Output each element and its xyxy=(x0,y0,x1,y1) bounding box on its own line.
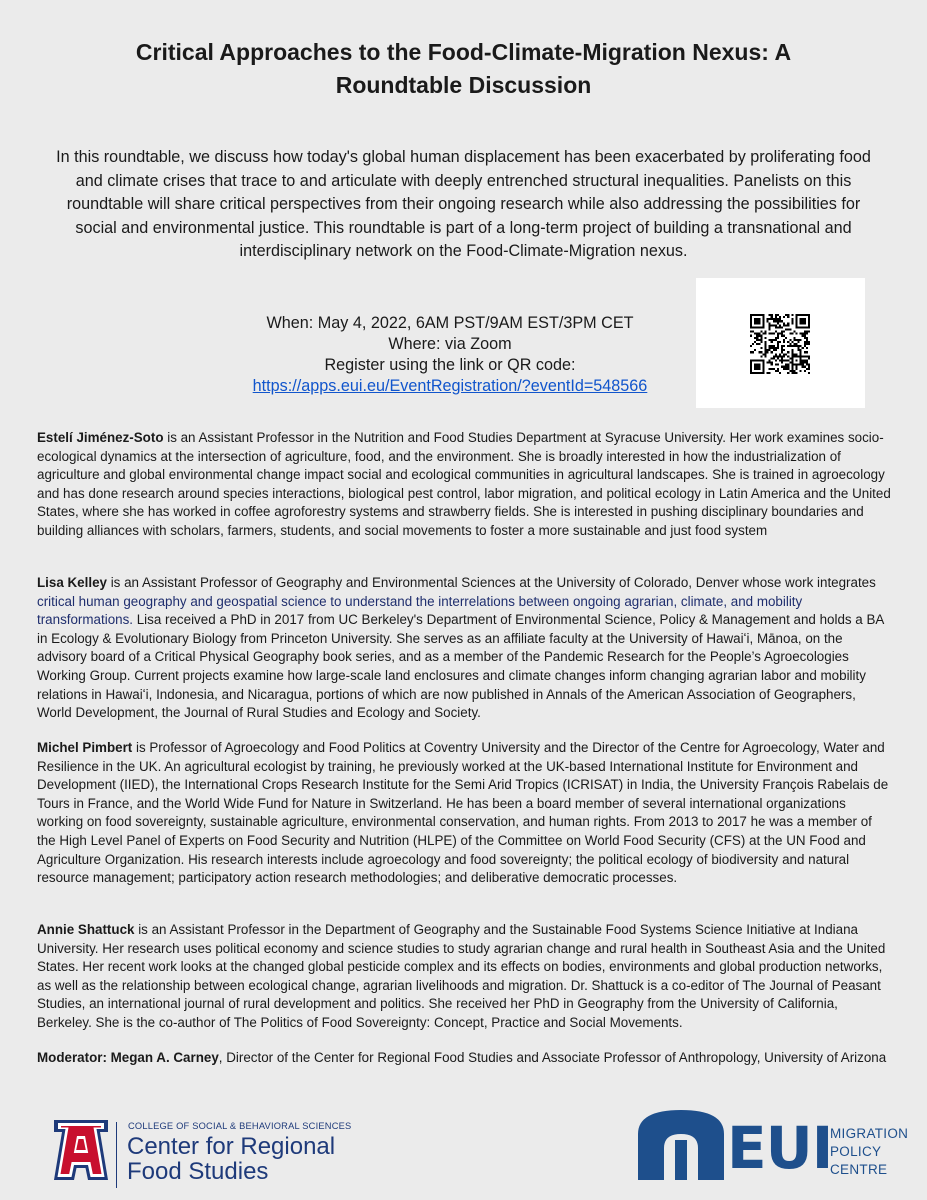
ua-center-logo xyxy=(52,1118,382,1190)
eui-wordmark: EUI xyxy=(727,1114,833,1182)
eui-migration-policy-centre-logo xyxy=(638,1108,909,1188)
bio-kelley xyxy=(37,574,892,723)
bio-text: is Professor of Agroecology and Food Politics at Coventry University and the Director of the Centre for Agroecology, Water and Resilience in the UK. An agricultural ecologist by training, he previously worked at the UK-based International Institute for Environment and Development (IIED), the International Crops Research Institute for the Semi Arid Tropics (ICRISAT) in India, the University François Rabelais de Tours in France, and the World Wide Fund for Nature in Switzerland. He has been a board member of several international organizations working on food sovereignty, sustainable agriculture, environmental conservation, and human rights. From 2013 to 2017 he was a member of the High Level Panel of Experts on Food Security and Nutrition (HLPE) of the Committee on World Food Security (CFS) at the UN Food and Agriculture Organization. His research interests include agroecology and food sovereignty; the political ecology of biodiversity and natural resource management; participatory action research methodologies; and deliberative democratic processes. xyxy=(37,740,889,886)
event-where: Where: via Zoom xyxy=(388,335,512,353)
bio-name: Michel Pimbert xyxy=(37,740,133,755)
mpc-line-3: CENTRE xyxy=(830,1162,888,1177)
bio-pimbert xyxy=(37,739,892,888)
bio-text: Lisa received a PhD in 2017 from UC Berkeley's Department of Environmental Science, Policy & Management and holds a BA in Ecology & Evolutionary Biology from Princeton University. She serves as an affiliate faculty at the University of Hawaiʻi, Mānoa, on the advisory board of a Critical Physical Geography book series, and as a member of the Pandemic Research for the People’s Agroecologies Working Group. Current projects examine how large-scale land enclosures and climate changes inform changing agrarian labor and mobility relations in Hawaiʻi, Indonesia, and Nicaragua, portions of which are now published in Annals of the American Association of Geographers, World Development, the Journal of Rural Studies and Ecology and Society. xyxy=(37,612,884,721)
bio-shattuck xyxy=(37,921,892,1033)
title-line-2: Roundtable Discussion xyxy=(335,72,592,98)
qr-code-icon xyxy=(750,314,810,374)
eui-building-icon xyxy=(638,1108,724,1180)
intro-paragraph: In this roundtable, we discuss how today's global human displacement has been exacerbated by proliferating food and climate crises that trace to and articulate with deeply entrenched structural inequalities. Panelists on this roundtable will share critical perspectives from their ongoing research while also addressing the possibilities for social and environmental justice. This roundtable is part of a long-term project of building a transnational and interdisciplinary network on the Food-Climate-Migration nexus. xyxy=(56,148,871,260)
university-of-arizona-logo-icon xyxy=(52,1118,110,1184)
mpc-line-1: MIGRATION xyxy=(830,1126,909,1141)
center-name-line-2: Food Studies xyxy=(127,1158,269,1185)
bio-text: is an Assistant Professor of Geography and Environmental Sciences at the University of Colorado, Denver whose work integrates xyxy=(106,575,876,590)
event-details xyxy=(190,313,710,397)
center-name-line-1: Center for Regional xyxy=(127,1133,336,1160)
bio-name: Estelí Jiménez-Soto xyxy=(37,430,164,445)
moderator-label: Moderator: Megan A. Carney xyxy=(37,1050,219,1065)
event-when: When: May 4, 2022, 6AM PST/9AM EST/3PM CET xyxy=(266,314,634,332)
migration-policy-centre-text xyxy=(830,1125,908,1179)
bio-name: Lisa Kelley xyxy=(37,575,107,590)
event-register: Register using the link or QR code: xyxy=(324,356,576,374)
bio-highlight: critical human geography and geospatial science to understand the interrelations between ongoing agrarian, climate, and mobility transformations. xyxy=(37,593,803,628)
college-name: COLLEGE OF SOCIAL & BEHAVIORAL SCIENCES xyxy=(128,1121,352,1131)
moderator xyxy=(37,1049,892,1068)
title-line-1: Critical Approaches to the Food-Climate-Migration Nexus: A xyxy=(135,39,792,65)
bio-text: is an Assistant Professor in the Nutrition and Food Studies Department at Syracuse University. Her work examines socio-ecological dynamics at the intersection of agriculture, food, and the environment. She is broadly interested in how the industrialization of agriculture and global environmental change impact social and ecological communities in agricultural landscapes. She is trained in agroecology and has done research around species interactions, biological pest control, labor migration, and political ecology in Latin America and the United States, where she has worked in coffee agroforestry systems and strawberry fields. She is interested in pushing disciplinary boundaries and building alliances with scholars, farmers, students, and social movements to foster a more sustainable and just food system xyxy=(37,430,891,538)
mpc-line-2: POLICY xyxy=(830,1144,882,1159)
registration-link[interactable]: https://apps.eui.eu/EventRegistration/?eventId=548566 xyxy=(252,377,648,395)
qr-code xyxy=(696,278,865,408)
bio-jimenez-soto xyxy=(37,429,892,541)
bio-text: is an Assistant Professor in the Department of Geography and the Sustainable Food Systems Science Initiative at Indiana University. Her research uses political economy and science studies to study agrarian change and rural health in Southeast Asia and the United States. Her recent work looks at the changed global pesticide complex and its effects on bodies, environments and global production networks, as well as the relationship between ecological change, agrarian livelihoods and migration. Dr. Shattuck is a co-editor of The Journal of Peasant Studies, an international journal of rural development and politics. She received her PhD in Geography from the University of California, Berkeley. She is the co-author of The Politics of Food Sovereignty: Concept, Practice and Social Movements. xyxy=(37,922,886,1030)
page-title xyxy=(60,36,867,102)
logo-divider xyxy=(116,1122,117,1188)
center-name xyxy=(127,1134,335,1184)
moderator-text: , Director of the Center for Regional Food Studies and Associate Professor of Anthropology, University of Arizona xyxy=(218,1050,887,1065)
bio-name: Annie Shattuck xyxy=(37,922,135,937)
